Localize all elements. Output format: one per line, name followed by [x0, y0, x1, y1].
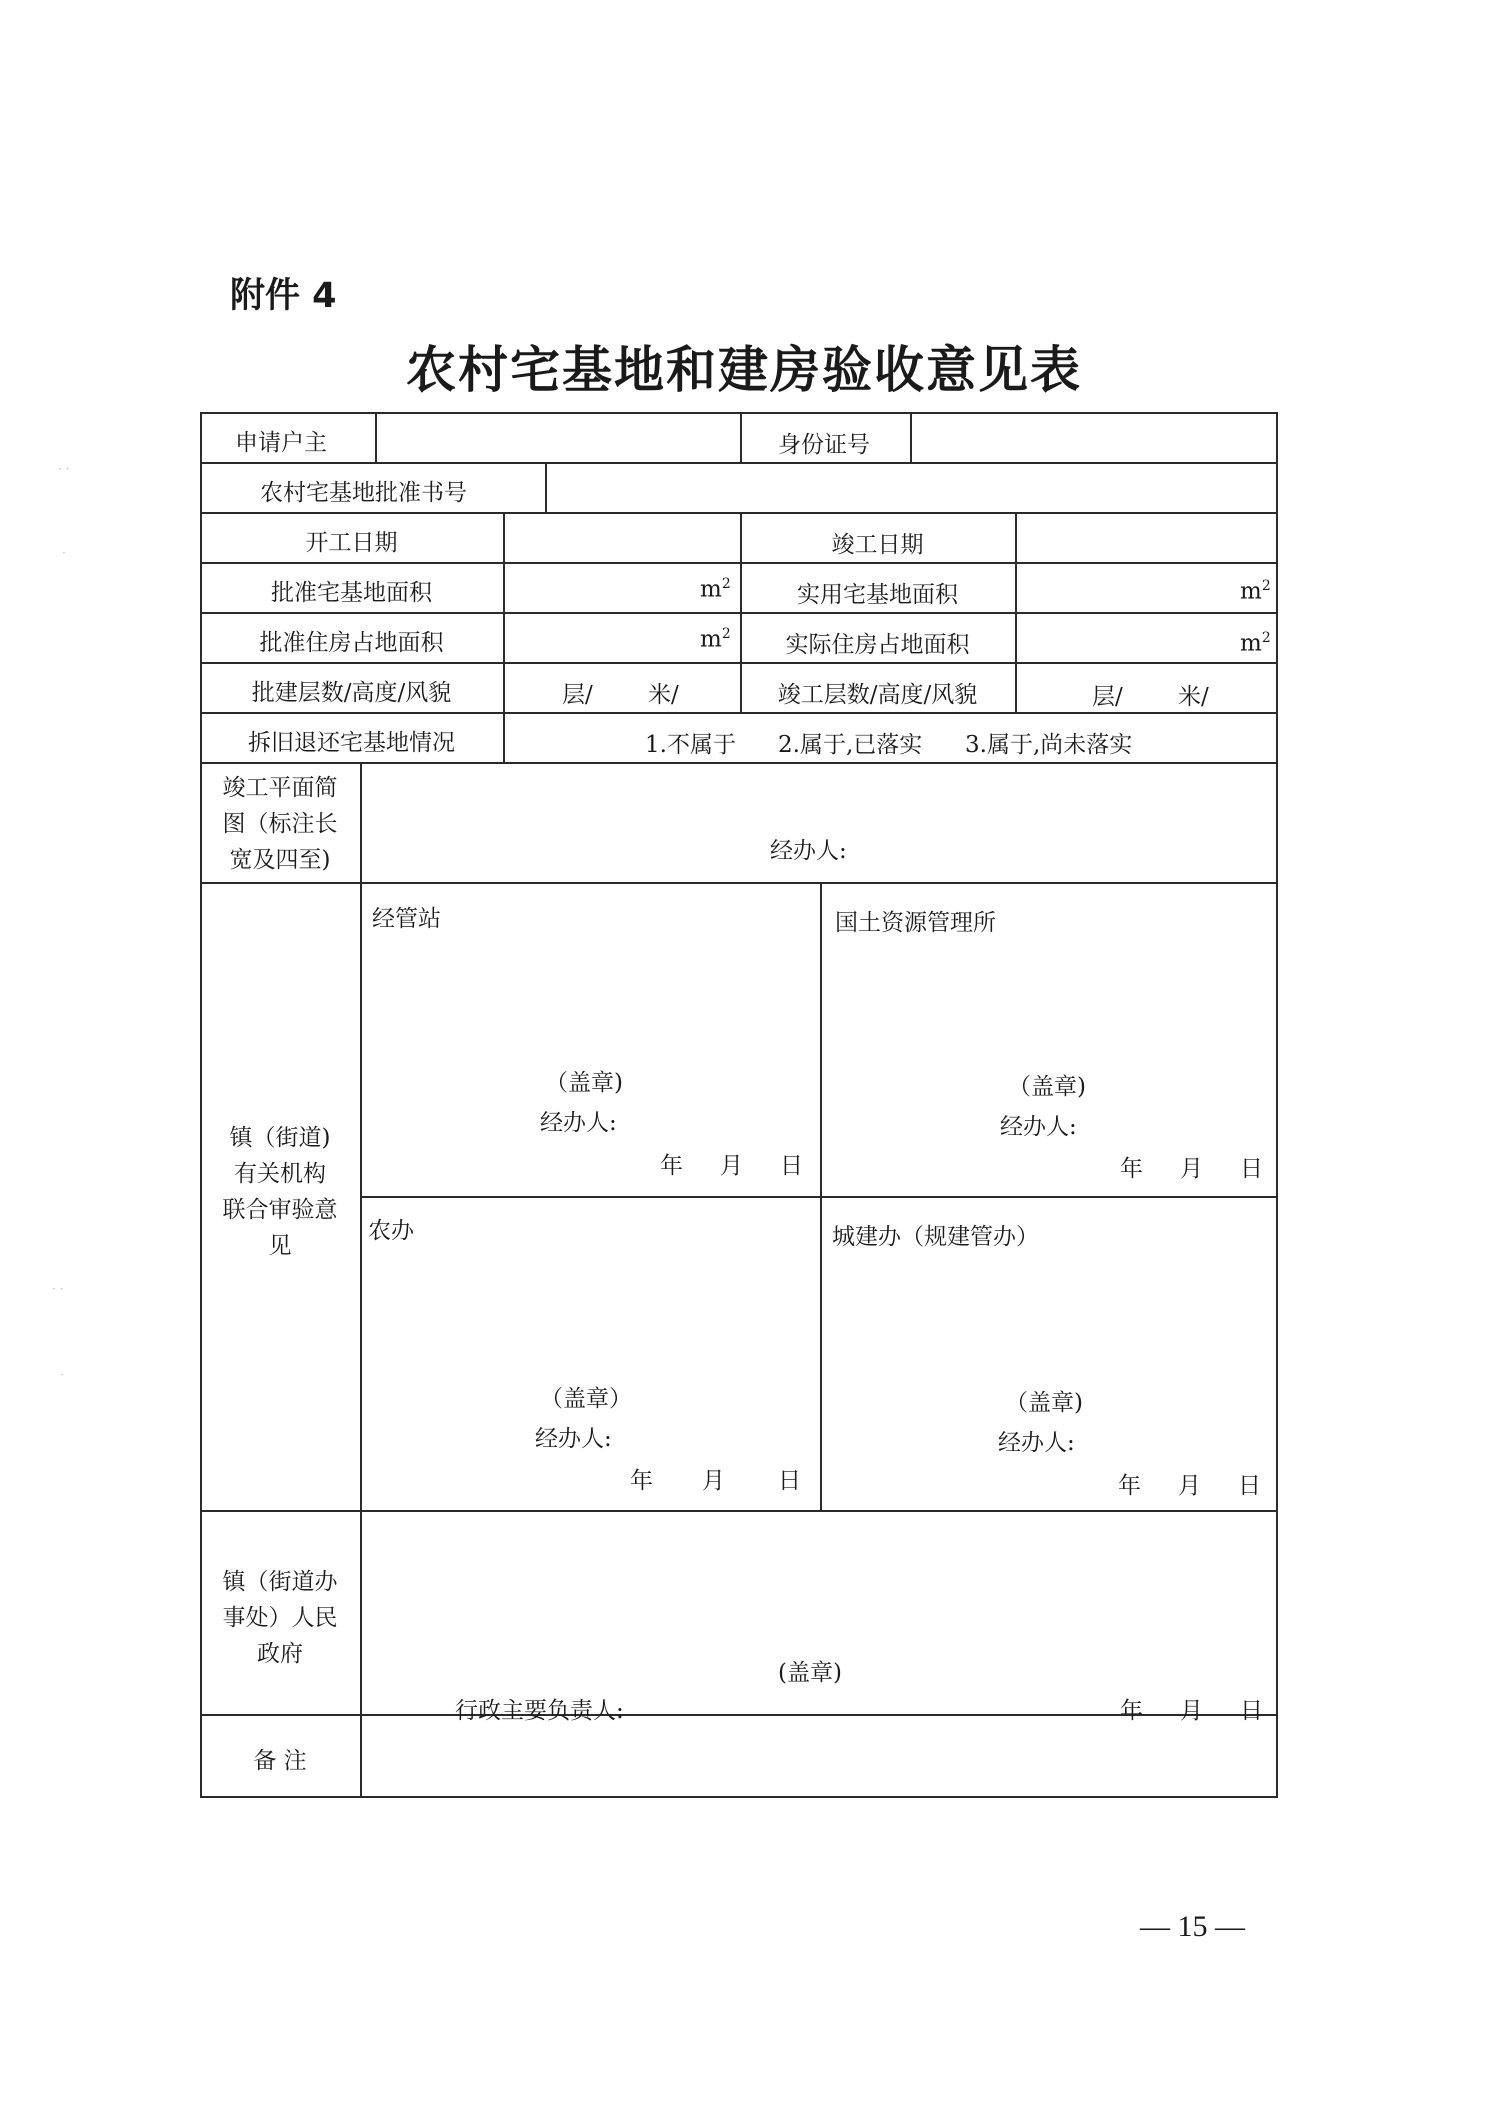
month-label: 月 — [1180, 1698, 1203, 1724]
day-label: 日 — [780, 1153, 803, 1179]
area-unit: $m^2$ — [1240, 630, 1271, 657]
completed-floors-label: 竣工层数/高度/风貌 — [777, 682, 978, 708]
day-label: 日 — [1238, 1473, 1261, 1499]
nb-label: 农办 — [368, 1218, 414, 1244]
sketch-handler: 经办人: — [770, 838, 847, 864]
start-date-input[interactable] — [506, 514, 738, 560]
seal-label: （盖章） — [540, 1386, 632, 1412]
area-unit: $m^2$ — [700, 626, 731, 653]
approved-land-area-label: 批准宅基地面积 — [271, 580, 432, 606]
applicant-label: 申请户主 — [235, 430, 327, 456]
meter-unit: 米/ — [648, 682, 679, 708]
joint-review-label: 镇（街道) 有关机构 联合审验意 见 — [222, 1125, 338, 1259]
month-label: 月 — [720, 1153, 743, 1179]
start-date-label: 开工日期 — [305, 530, 398, 556]
day-label: 日 — [778, 1468, 801, 1494]
area-unit: $m^2$ — [700, 576, 731, 603]
seal-label: （盖章) — [1005, 1390, 1083, 1416]
month-label: 月 — [702, 1468, 725, 1494]
gtzy-label: 国土资源管理所 — [835, 910, 996, 936]
scan-mark: · · — [52, 1282, 64, 1296]
handler-label: 经办人: — [540, 1110, 617, 1136]
gov-seal-label: (盖章) — [778, 1660, 842, 1686]
actual-land-area-label: 实用宅基地面积 — [797, 582, 958, 608]
permit-number-label: 农村宅基地批准书号 — [260, 480, 467, 506]
year-label: 年 — [630, 1468, 653, 1494]
approved-floors-label: 批建层数/高度/风貌 — [251, 680, 452, 706]
month-label: 月 — [1180, 1156, 1203, 1182]
page-title: 农村宅基地和建房验收意见表 — [406, 340, 1082, 399]
gov-label: 镇（街道办 事处）人民 政府 — [222, 1569, 338, 1667]
permit-number-input[interactable] — [548, 464, 1273, 510]
demolition-option-1[interactable]: 1.不属于 — [645, 732, 736, 758]
floor-unit: 层/ — [1092, 684, 1123, 710]
jgz-label: 经管站 — [372, 906, 441, 932]
area-unit: $m^2$ — [1240, 578, 1271, 605]
page-number: — 15 — — [1140, 1910, 1245, 1943]
year-label: 年 — [660, 1153, 683, 1179]
seal-label: （盖章) — [1008, 1074, 1086, 1100]
day-label: 日 — [1240, 1698, 1263, 1724]
demolition-option-2[interactable]: 2.属于,已落实 — [778, 732, 923, 758]
cjb-label: 城建办（规建管办） — [832, 1224, 1039, 1250]
handler-label: 经办人: — [1000, 1114, 1077, 1140]
seal-label: （盖章) — [545, 1070, 623, 1096]
floor-unit: 层/ — [562, 682, 593, 708]
applicant-input[interactable] — [378, 414, 738, 460]
month-label: 月 — [1178, 1473, 1201, 1499]
handler-label: 经办人: — [998, 1430, 1075, 1456]
remark-label: 备 注 — [253, 1748, 307, 1774]
id-number-input[interactable] — [913, 414, 1273, 460]
scan-mark: · — [62, 546, 66, 560]
day-label: 日 — [1240, 1156, 1263, 1182]
remark-input[interactable] — [363, 1716, 1273, 1794]
end-date-label: 竣工日期 — [831, 532, 924, 558]
leader-label: 行政主要负责人: — [455, 1698, 624, 1724]
approved-house-area-label: 批准住房占地面积 — [259, 630, 444, 656]
scan-mark: · · — [58, 462, 70, 476]
acceptance-form-table — [200, 412, 1278, 1798]
attachment-label: 附件 4 — [230, 276, 337, 316]
meter-unit: 米/ — [1178, 684, 1209, 710]
scan-mark: · — [60, 1368, 64, 1382]
handler-label: 经办人: — [535, 1426, 612, 1452]
end-date-input[interactable] — [1018, 514, 1273, 560]
year-label: 年 — [1120, 1156, 1143, 1182]
demolition-option-3[interactable]: 3.属于,尚未落实 — [965, 732, 1133, 758]
sketch-label: 竣工平面简 图（标注长 宽及四至) — [222, 775, 338, 873]
id-number-label: 身份证号 — [778, 432, 870, 458]
year-label: 年 — [1118, 1473, 1141, 1499]
actual-house-area-label: 实际住房占地面积 — [785, 632, 970, 658]
year-label: 年 — [1120, 1698, 1143, 1724]
demolition-label: 拆旧退还宅基地情况 — [248, 730, 455, 756]
